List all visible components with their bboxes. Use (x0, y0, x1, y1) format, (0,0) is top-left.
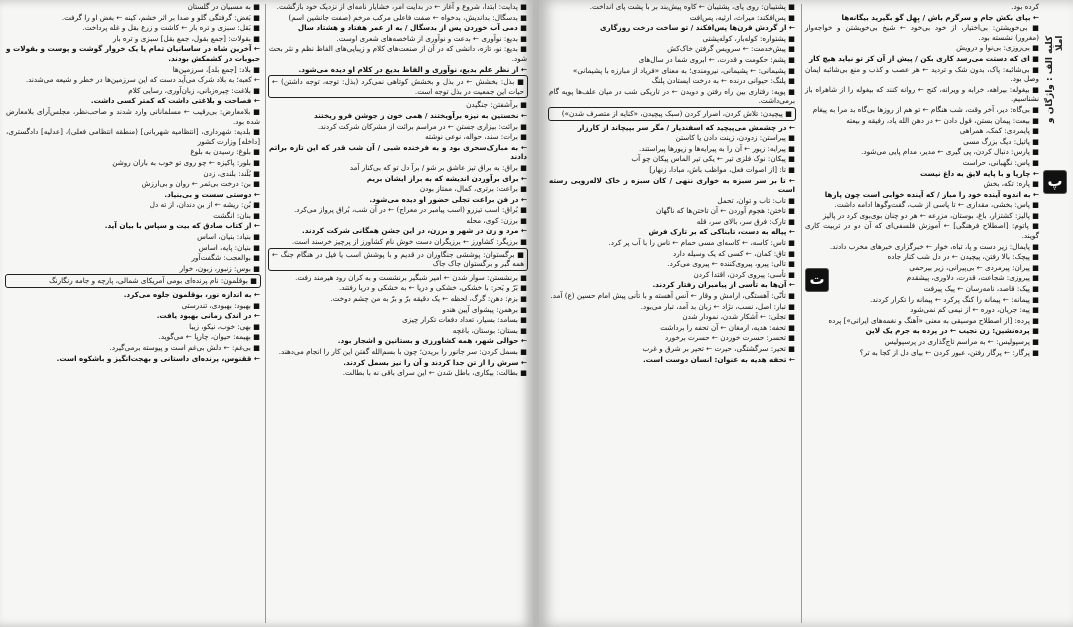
dictionary-entry: ■ تأنّی: آهستگی، ارامش و وقار ← آنس آهسته و با تأنی پیش امام حسین (ع) آمد. (550, 291, 795, 301)
dictionary-entry: ■ بنیان: پایه، اساس (198, 242, 260, 252)
dictionary-entry: ■ پیک: قاصد، نامه‌رسان ← پیک پیرفت (923, 284, 1039, 294)
dictionary-entry: ■ بوالعجب: شگفت‌آور (191, 253, 260, 263)
dictionary-entry: ■ پشتیبان: روی پای، پشتیبان ← کاوه پیش‌بند بر با پشت پای انداخت. (589, 2, 795, 11)
dictionary-entry: ← آن‌ها به تأسی از پیامبران رفتار کردند. (652, 280, 795, 290)
dictionary-entry: ■ بلدیه: شهرداری، [انتظامیه شهربانی] (منطقه انتظامی فعلی)، [عدلیه] دادگستری، [داخله] وزارت کشور (6, 127, 260, 146)
dictionary-entry: ■ تجلی: ← آشکار شدن، نمودار شدن (682, 312, 795, 322)
dictionary-entry: ■ بی‌خویشتن: بی‌اختیار، از خود بی‌خود ← شیخ بی‌خویشتن و خواجه‌وار (مغرور) نشسته بود. (805, 23, 1039, 42)
dictionary-entry: ■ ای که دستت می‌رسد کاری بکن / پیش از آن کز تو نیاید هیچ کار (808, 53, 1039, 63)
dictionary-entry: ← آخرین شاه در ساسانیان تمام یا یک خروار گوشت و پوست و بقولات و حبوبات در کشمکش بودند. (6, 44, 260, 63)
left-page-left-column (4, 2, 262, 625)
dictionary-entry: ■ تحیر: سرگشتگی، حیرت ← تحیر بر شرق و غرب (642, 344, 795, 353)
dictionary-entry: ■ برآشفتن: جنگیدن (466, 100, 527, 110)
dictionary-entry: ■ پاتوم: [اصطلاح فرهنگی] ← آموزش فلسفی‌ای که آن دو در تربیت کاری گویند. (805, 221, 1039, 241)
dictionary-entry: ■ پرده: [از اصطلاح موسیقی به معنی «آهنگ و نغمه‌های ایرانی»] پرده (828, 315, 1039, 325)
dictionary-entry: ■ بطالت: بیکاری، باطل شدن ← این سرای باقی نه با بطالت. (342, 368, 527, 378)
dictionary-entry: ← به اندوه آینده خود را مباز / که آینده خوابی است چون پارها (824, 189, 1039, 199)
dictionary-entry: ■ بن: درخت بی‌ثمر ← روان و بی‌ارزش (141, 179, 260, 189)
dictionary-entry: ← پیاله به دست، تابناکی که بر تارک فرش (648, 227, 795, 237)
dictionary-entry: ■ برهمن: پیشوای آیین هندو (442, 304, 527, 314)
section-letter-pe-badge: پ (1043, 170, 1067, 194)
dictionary-entry: ■ بیغوله: بیراهه، خرابه و ویرانه، کنج ← روانه کنند که بیغوله را از شاهراه باز نشناسیم. (805, 84, 1039, 104)
dictionary-entry: ■ بلامعارض: بی‌رقیب ← مسلمانانی وارد شدند و صاحب‌نظر، مجلس‌آرای بلامعارض شده بود. (6, 106, 260, 126)
dictionary-entry: ■ بُن: ریشه ← از بن دندان، از ته دل (149, 200, 260, 210)
dictionary-entry: ■ بلاد: [جمع بلد]، سرزمین‌ها (172, 64, 260, 74)
left-page (0, 0, 533, 627)
dictionary-entry: ← مرد و زن در شهر و برزن، در این جشن همگانی شرکت کردند. (302, 226, 527, 236)
dictionary-entry: ■ پایمردی: کمک، همراهی (959, 126, 1039, 136)
dictionary-entry: ■ پیچیدن: تلاش کردن، اصرار کردن (سبک پیچیدن، «کنایه از متصرف شدن») (548, 107, 796, 121)
dictionary-entry: ■ تاق: کمان، ← کسی که یک وسیله دارد (673, 248, 795, 258)
dictionary-entry: ■ پیراستن: زدودن، زینت دادن یا کاستن (675, 133, 795, 143)
dictionary-entry: ← در چشمش می‌پیچید که اسفندیار / مگر سر بپیچاند از کارزار (577, 122, 795, 132)
dictionary-entry: ■ برات: سند، حواله، نوعی نوشته (425, 132, 527, 142)
dictionary-entry: ■ پرسپولیس: ← به مراسم تاج‌گذاری در پرسپولیس (884, 337, 1039, 346)
dictionary-entry: ■ برگستوان: پوششی جنگاوران در قدیم و با پوشش اسب یا فیل در هنگام جنگ ← همه گبر و برگستوان جاک جاک (268, 248, 528, 271)
dictionary-entry: ■ بنیاد: بنیان، اساس (197, 232, 260, 242)
dictionary-entry: ■ برائت: بیزاری جستن ← در مراسم برائت از مشرکان شرکت کردند. (317, 121, 527, 131)
dictionary-entry: ■ بَرّ و بَحر: با خشکی، خشکی و دریا ← به خشکی و دریا رفتند. (338, 283, 527, 293)
dictionary-entry: ■ بَقل: سبزی و تره بار ← کاشت و زرع بقل و غله پرداخت. (82, 23, 260, 33)
dictionary-entry: ■ بسامد: بسیار، تعداد دفعات تکرار چیزی (402, 315, 527, 325)
dictionary-entry: ■ بهی: خوب، نیکو، زیبا (189, 321, 260, 331)
dictionary-entry: ← به مبارک‌سحری بود و به فرخنده شبی / آن شب قدر که این تازه براتم دادند (269, 142, 527, 162)
dictionary-entry: ← در فن براعت تجلی حضور او دیده می‌شود. (369, 194, 527, 204)
dictionary-entry: ← بپای بکش جام و سرگرم باش / بِهِل گو بگیرید بیگانه‌ها (841, 12, 1039, 22)
dictionary-entry: ■ بقولات: [جمع بقول، جمع بقل] سبزی و تره بار (112, 33, 260, 43)
column-divider (265, 4, 266, 623)
dictionary-entry: ■ تبار: اصل، نسب، نژاد ← زبان بد آمد، تبار می‌بود. (640, 301, 795, 311)
dictionary-entry: ■ بستان: بوستان، باغچه (452, 325, 527, 335)
dictionary-entry: ■ برزن: کوی، محله (466, 215, 527, 225)
dictionary-entry: ■ پشم: حکومت و قدرت، ← ابروی شما در سال‌های (638, 54, 795, 64)
dictionary-entry: ■ بی‌روزی: بی‌نوا و درویش (956, 43, 1039, 53)
dictionary-entry: ■ تأسی: پیروی کردن، اقتدا کردن (693, 269, 795, 279)
dictionary-entry: ■ پویه: رفتاری بین راه رفتن و دویدن ← در تاریکی شب در میان علف‌ها پویه گام برمی‌داشت. (549, 86, 795, 106)
dictionary-entry: ■ بوقلمون: نام پرنده‌ای بومی آمریکای شمالی، پارچه و جامه رنگارنگ (5, 274, 261, 288)
dictionary-entry: ■ بذل: بخشش ← در بذل و بخشش کوتاهی نمی‌کرد (بذل: توجه، توجه داشتن) ← حیات این جمعیت در بذل توجه است. (268, 75, 528, 98)
dictionary-entry: ■ بسمل کردن: سر جانور را بریدن؛ چون با بسم‌الله گفتن این کار را انجام می‌دهند. (278, 347, 527, 356)
section-letter-te-badge: ت (805, 268, 829, 292)
dictionary-entry: ■ بوس: زنبور، زبون، خوار (179, 263, 260, 273)
dictionary-entry: ■ بیعت: پیمان بستن، قول دادن ← در دهن الله یاد، رفیقه و بیعته (846, 115, 1039, 125)
dictionary-entry: ← تا بر سر سبزه به خواری ننهی / کان سبزه ز خاک لاله‌رویی رسته است (549, 175, 795, 195)
dictionary-entry: ■ تاس: کاسه، ← کاسه‌ای مسی حمام ← تاس را با آب پر کرد. (608, 238, 795, 248)
dictionary-entry: ■ بی‌غم: ← دلش بی‌غم است و پیوسته برمی‌گیرد. (109, 343, 260, 352)
dictionary-entry: ■ بلور: پاکیزه ← چو روی تو خوب به باران روشن (112, 157, 260, 167)
dictionary-entry: ■ پیه: جریان، دوره ← از نیمی کم نمی‌شود (910, 305, 1039, 315)
dictionary-entry: ← برای برآوردن اندیشه که به براز ایشان بریم (366, 173, 527, 183)
dictionary-entry: ■ پیچک: بالا رفتن، پیچیدن ← در دل شب کنار جاده (887, 252, 1039, 262)
dictionary-entry: ■ بدسگال: بداندیش، بدخواه ← صفت فاعلی مرکب مرخم (صفت جانشین اسم) (288, 12, 527, 22)
dictionary-entry: ■ تالی: پیرو، پیروی‌کننده ← پیروی می‌کرد. (667, 259, 795, 269)
dictionary-entry: ■ پارس: دنبال کردن، پی گیری ← مدیر، مدام پایی می‌شود. (861, 147, 1039, 157)
dictionary-entry: ■ پدایت: ابتدا، شروع و آغاز ← در بدایت امر، خشایار نامه‌ای از نزدیک خود بازگشت. (276, 2, 527, 11)
dictionary-entry: ■ بُراق: اسب تیزرو (اسب پیامبر در معراج) ← در آن شب، بُراق پرواز می‌کرد. (293, 205, 527, 215)
dictionary-entry: ■ براق: به براق تیز عاشق بر شو / برآ دل تو که بی‌کنار آمد (349, 162, 527, 172)
dictionary-entry: ← چارپا و با پایه لایق به داغ نیست (920, 168, 1039, 178)
dictionary-entry: ■ پشیمانی: ← پشیمانی، نیرومندی؛ به معنای «فریاد از مبارزه با پشیمانی» (572, 65, 795, 75)
dictionary-entry: ■ تحسر: حسرت خوردن ← حسرت برخورد (664, 333, 795, 343)
right-page (539, 0, 1073, 627)
dictionary-entry: ← در اندک زمانی بهبود یافت. (156, 311, 260, 321)
dictionary-entry: ← فصاحت و بلاغتی داشت که کمتر کسی داشت. (90, 96, 260, 106)
dictionary-entry: ■ پلنگ: حیوانی درنده ← به درخت ایستادن پلنگ (651, 76, 795, 86)
dictionary-entry: ■ پیکان: نوک فلزی تیر ← یکی تیر الماس پیکان چو آب (631, 154, 795, 164)
dictionary-entry: ■ پیروزی: شجاعت، قدرت، دلاوری، پیشقدم (906, 273, 1039, 283)
dictionary-entry: ← کعبه؛ به بلاد شرک می‌آید دست که این سرزمین‌ها در خطر و شیعه می‌شدند. (25, 75, 260, 85)
dictionary-entry: ■ پیران: پیرمردی ← بی‌پیرانی، زیر بیرحمی (909, 262, 1039, 272)
dictionary-entry: ■ پاره: تکه، بخش (983, 179, 1039, 189)
dictionary-entry: ■ براعت: برتری، کمال، ممتاز بودن (419, 184, 527, 194)
dictionary-entry: ■ به مسبیان در گلستان (187, 2, 260, 11)
left-page-right-column (267, 2, 529, 625)
dictionary-entry: کرده بود. (1011, 2, 1039, 11)
dictionary-entry: ■ تحفه: هدیه، ارمغان ← آن تحفه را برداشت (660, 322, 795, 332)
dictionary-entry: ← حوالی شهر، همه کشاورزی و بستانین و اشجار بود. (337, 336, 527, 346)
dictionary-entry: ■ بَغض: گرفتگی گلو و صدا بر اثر خشم، کینه ← بغض او را گرفت. (61, 12, 260, 22)
dictionary-entry: ■ بدیع: نوآوری ← بدعت و نوآوری از شاخصه‌های شعری اوست. (336, 33, 527, 43)
dictionary-entry: ■ پیرایه: زیور ← آن را به پیرایه‌ها و زیورها پیراستند. (639, 143, 795, 153)
dictionary-entry: ■ پس‌افکند: میراث، ارثیه، پس‌افت (689, 12, 795, 22)
dictionary-entry: ■ بزم: دهن: گرگ، لحظه ← یک دقیقه برّ و برّ به من چشم دوخت. (330, 294, 527, 304)
dictionary-entry: ■ بی‌شائبه: پاک، بدون شک و تردید ← هر عصب و کذب و منع بی‌شائبه ایمان وصل بود. (805, 64, 1039, 84)
dictionary-entry: ■ پشتواره: کوله‌بار، کوله‌پشتی (702, 33, 795, 43)
running-head: کلیه الف : واژگان و املا (1045, 36, 1065, 124)
dictionary-entry: ■ بلاغت: چیره‌زبانی، زبان‌آوری، رسایی کلام (128, 85, 260, 95)
dictionary-entry: ■ پاتیل: دیگ بزرگ مسی (963, 136, 1039, 146)
dictionary-entry: ← ققنوس، پرنده‌ای داستانی و بهجت‌انگیز و باشکوه است. (56, 353, 260, 363)
dictionary-entry: ■ برنشستن: سوار شدن ← امیر شبگیر برنشست و به کران رود هیرمند رفت. (295, 272, 527, 282)
dictionary-entry: ■ بی‌گاه: دیر، آخر وقت، شب هنگام ← تو هم از روزها بی‌گاه بد مرا به پیغام (812, 104, 1039, 114)
dictionary-entry: ■ برزیگر: کشاورز ← برزیگران دست خوش نام کشاورز از پرچیز خرسند است. (291, 237, 527, 247)
dictionary-entry: ■ پایمال: زیر دست و پا، تباه، خوار ← خبرگزاری خبرهای مخرب دادند. (829, 241, 1039, 251)
dictionary-entry: ← به اندازه نور، بوقلمون جلوه می‌کرد. (123, 290, 260, 300)
dictionary-entry: ■ پرده‌نشین: زن نجیب ← در پرده به جرم یک لاین (865, 326, 1039, 336)
dictionary-entry: ← از کتاب صادق که بیت و سپاس با بیان آید. (104, 221, 260, 231)
dictionary-entry: ■ پالیز: کشتزار، باغ، بوستان، مزرعه ← هر دو چنان بوی‌بوی کرد در پالیز (822, 210, 1039, 220)
dictionary-entry: ← دوستی سست و بی‌بنیاد. (164, 189, 260, 199)
dictionary-entry: ■ بدیع: نو، تازه، دانشی که در آن از صنعت‌های کلام و زیبایی‌های الفاظ نظم و نثر بحث شود. (269, 44, 527, 63)
dictionary-entry: ■ تاب: تاب و توان، تحمل (717, 195, 795, 205)
dictionary-entry: ■ تارک: فرق سر، بالای سر، قله (696, 216, 795, 226)
dictionary-entry: ■ تاختن: هجوم آوردن ← آن تاختن‌ها که ناگهان (656, 206, 795, 216)
dictionary-entry: ■ دمی آب خوردن پس از بدسگال / به از عمر هفتاد و هشتاد سال (297, 23, 527, 33)
dictionary-entry: ■ بهبود: بهبودی، تندرستی (181, 300, 260, 310)
dictionary-entry: ■ بنان: انگشت (213, 210, 260, 220)
right-page-right-column (803, 2, 1041, 625)
dictionary-entry: ■ پرگار: ← پرگار رفتن، عبور کردن ← بیای دل از کجا به تر؟ (859, 347, 1039, 357)
dictionary-entry: ← سرش را از تن جدا کردند و آن را نیز بسمل کردند. (343, 357, 527, 367)
dictionary-entry: ← از نظر علم بدیع، نوآوری و الفاظ بدیع در کلام او دیده می‌شود. (298, 64, 527, 74)
dictionary-entry: ← تحفه هدیه به عنوان: انسان دوست است. (642, 354, 795, 364)
dictionary-entry: ■ تا: [از اصوات فعل، مواظب باش، مبادا، زنهار] (649, 164, 795, 174)
right-page-left-column (547, 2, 797, 625)
dictionary-entry: ■ پیش‌خدمت: ← سرویس گرفتن خاک‌کش (667, 44, 795, 54)
column-divider (801, 4, 802, 623)
dictionary-entry: ← نخستین به نیزه برآویختند / همی خون ز جوشن فرو ریختند (313, 110, 527, 120)
dictionary-entry: ← از گردش قرن‌ها پس‌افکند / تو ساخت درخت روزگاری (599, 23, 795, 33)
dictionary-entry: ■ بلوغ: رسیدن به بلوغ (190, 147, 260, 157)
dictionary-entry: ■ پاس: بخشی، مقداری ← تا پاسی از شب، گفت‌وگوها ادامه داشت. (834, 200, 1039, 210)
dictionary-entry: ■ بهیمه: حیوان، چارپا ← می‌گوید. (158, 332, 260, 342)
dictionary-entry: ■ بُلَند: بلندی، زدن (203, 168, 260, 178)
dictionary-entry: ■ پیمانه: ← پیمانه را کنگ پرکرد ← پیمانه را تکرار کردند. (869, 294, 1039, 304)
dictionary-entry: ■ پاس: نگهبانی، حراست (962, 157, 1039, 167)
